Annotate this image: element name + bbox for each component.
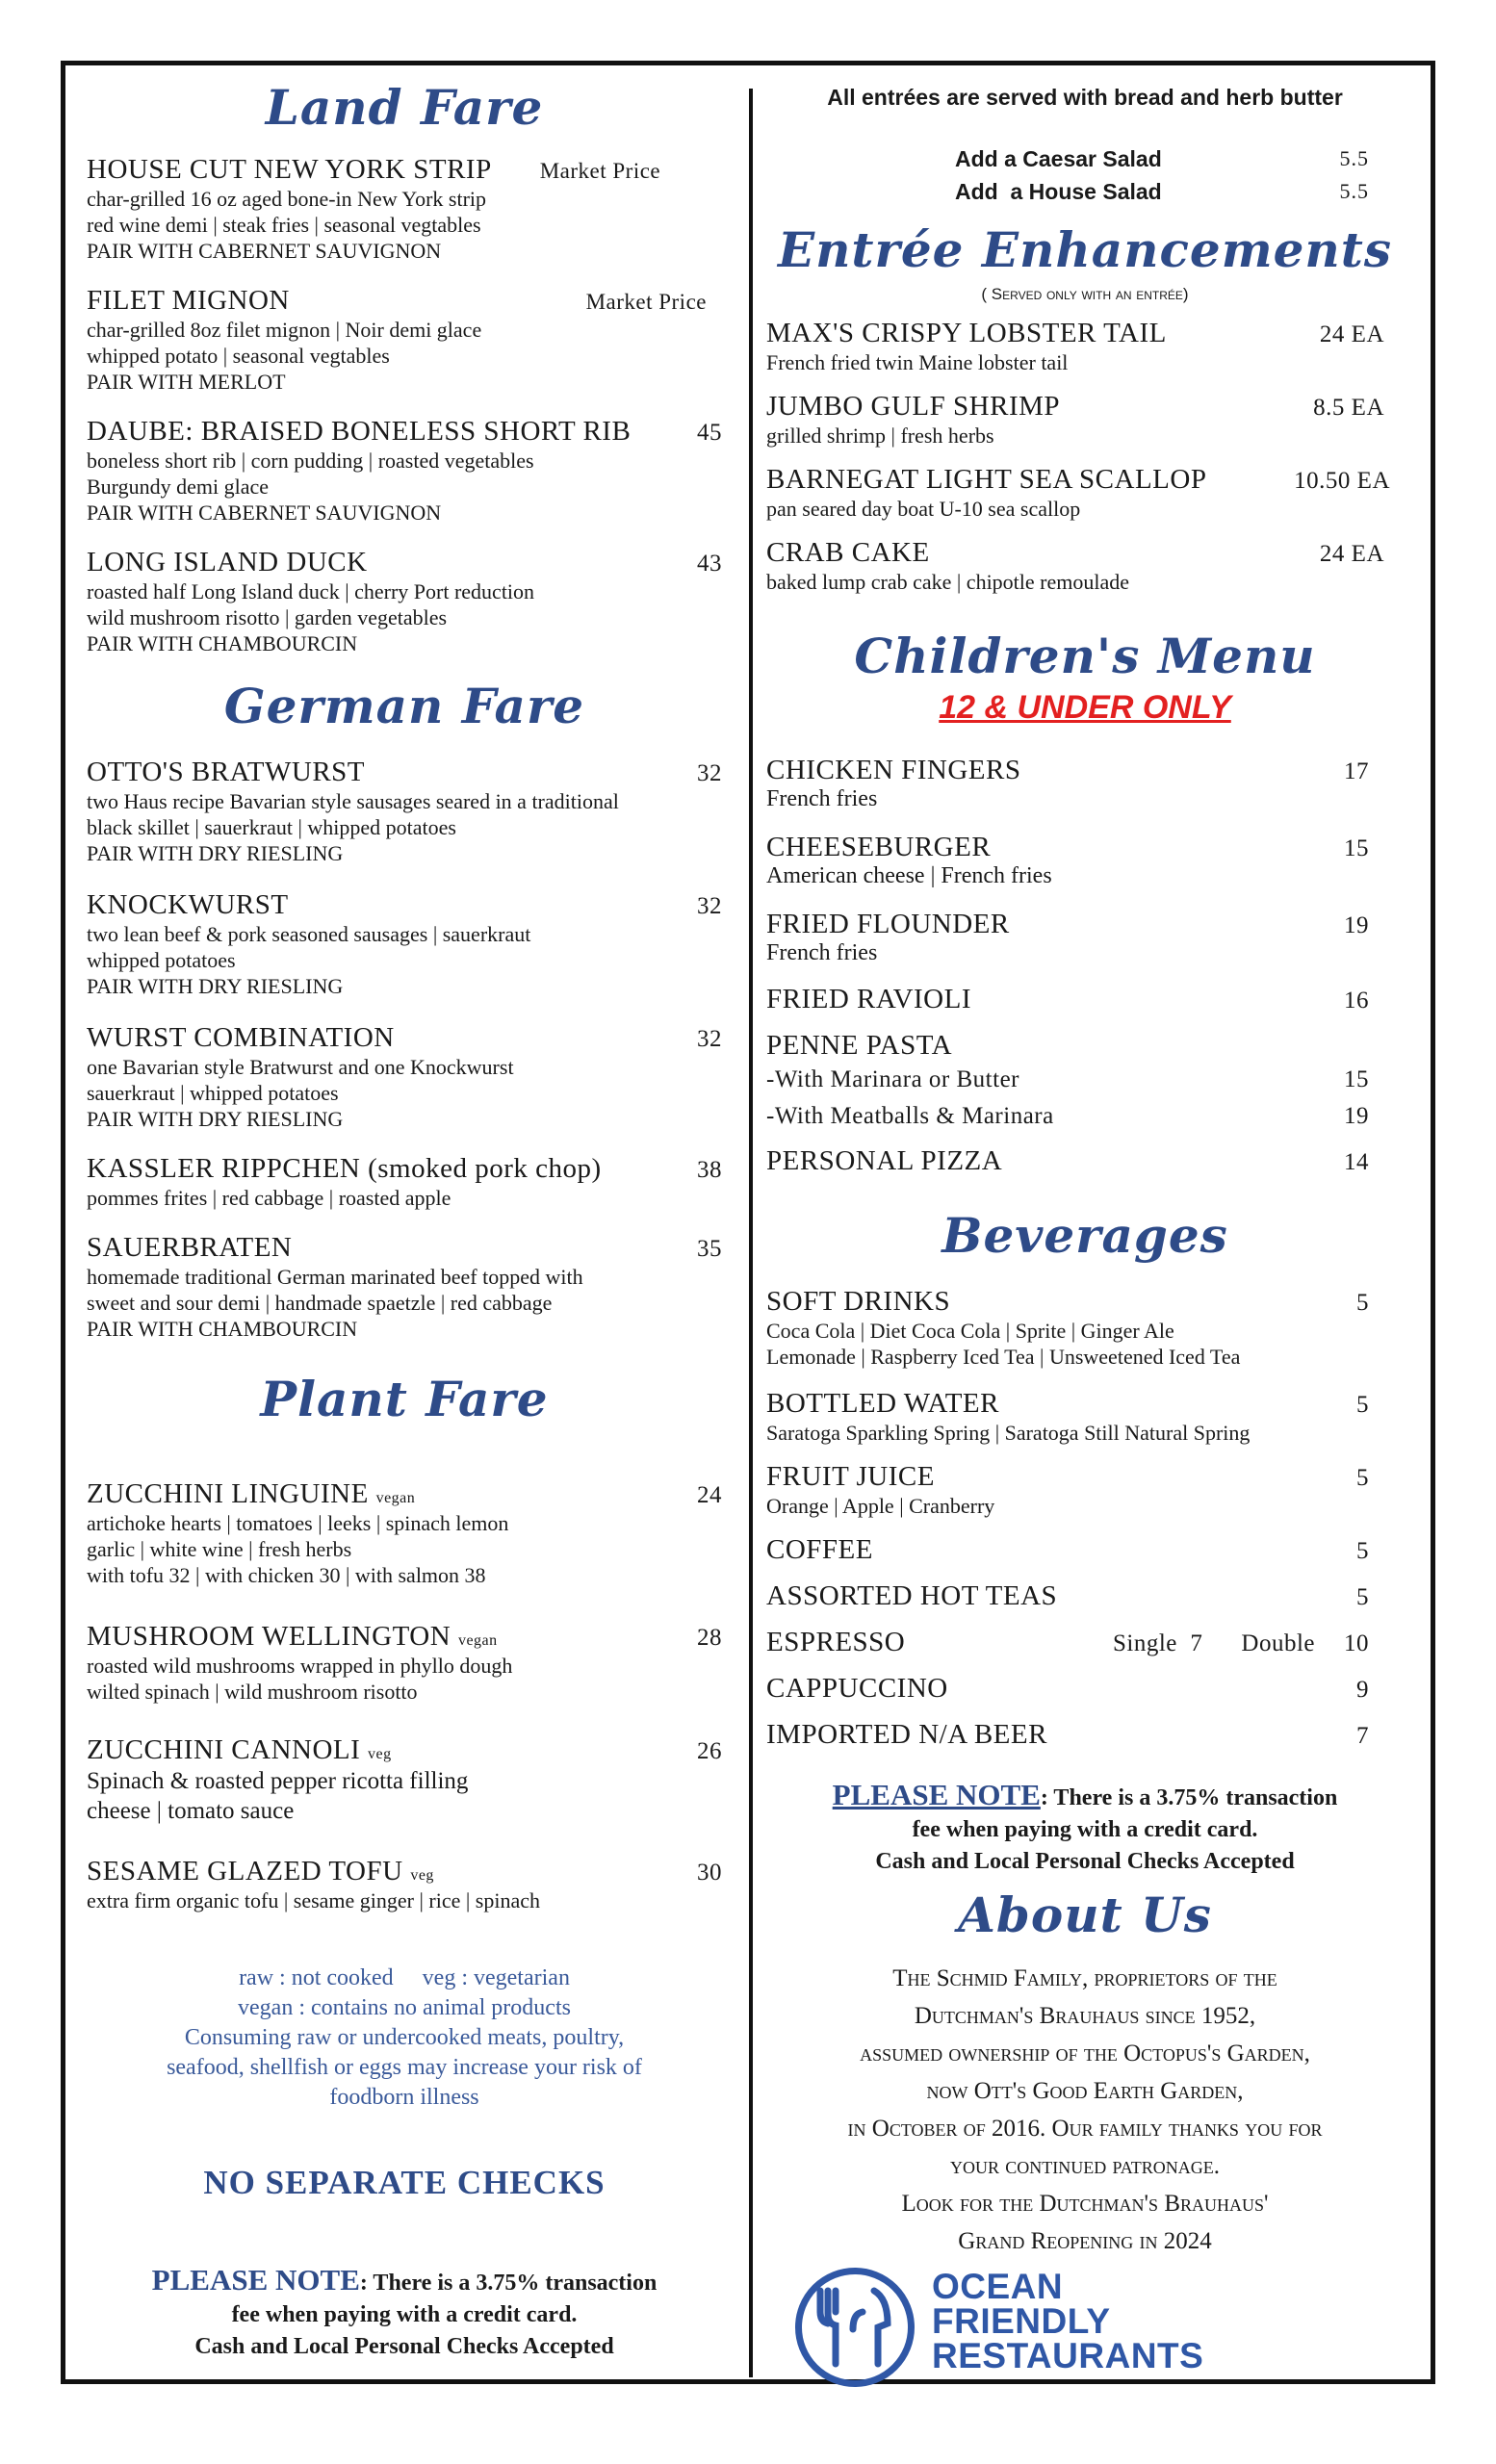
item-price: 26 [697,1738,722,1764]
menu-item [766,1627,1369,1658]
item-desc: two lean beef & pork seasoned sausages | sauerkraut [87,922,531,946]
item-desc: wilted spinach | wild mushroom risotto [87,1680,418,1704]
about-line: your continued patronage. [949,2153,1221,2179]
about-line: in October of 2016. Our family thanks you for [847,2116,1323,2142]
item-price: Market Price [539,159,661,183]
menu-item [766,1719,1369,1751]
item-desc: French fries [766,786,878,811]
item-desc: American cheese | French fries [766,863,1052,888]
item-desc: whipped potato | seasonal vegtables [87,344,390,368]
about-line: Look for the Dutchman's Brauhaus' [901,2191,1269,2217]
menu-item [87,1232,722,1342]
menu-item [766,1673,1369,1705]
item-price: 15 [1344,835,1369,861]
item-price: 24 EA [1319,321,1384,347]
item-price: 14 [1344,1149,1369,1175]
ocean-friendly-logo [795,2268,1404,2383]
item-name: CAPPUCCINO [766,1673,948,1704]
note-line: fee when paying with a credit card. [231,2302,578,2327]
item-price: 35 [697,1236,722,1262]
legend-line: seafood, shellfish or eggs may increase your risk of [167,2055,642,2080]
item-pairing: PAIR WITH CHAMBOURCIN [87,631,358,655]
item-desc: with tofu 32 | with chicken 30 | with salmon 38 [87,1563,486,1587]
item-name: PERSONAL PIZZA [766,1145,1003,1176]
item-name: FILET MIGNON [87,285,290,316]
menu-item [766,1580,1369,1612]
item-price: 43 [697,551,722,577]
item-price: Market Price [585,290,707,314]
item-pairing: PAIR WITH CHAMBOURCIN [87,1317,358,1341]
item-name: HOUSE CUT NEW YORK STRIP [87,154,492,185]
german-fare-heading: German Fare [223,678,585,734]
item-name: OTTO'S BRATWURST [87,757,366,787]
about-us-heading: About Us [958,1886,1212,1943]
item-pairing: PAIR WITH MERLOT [87,370,286,394]
item-name: JUMBO GULF SHRIMP [766,391,1061,422]
menu-item [766,1286,1369,1370]
menu-item [87,1478,722,1588]
item-desc: boneless short rib | corn pudding | roasted vegetables [87,449,534,473]
menu-item [766,984,1369,1015]
item-name: ZUCCHINI LINGUINE [87,1478,369,1509]
note-label: PLEASE NOTE [832,1778,1041,1811]
item-price: 30 [697,1860,722,1886]
about-line: assumed ownership of the Octopus's Garden, [860,2040,1310,2066]
item-pairing: PAIR WITH CABERNET SAUVIGNON [87,239,442,263]
item-price: 10.50 EA [1294,468,1390,494]
item-desc: baked lump crab cake | chipotle remoulade [766,570,1130,594]
legend-line: Consuming raw or undercooked meats, poultry, [184,2025,625,2050]
legend-line: raw : not cooked veg : vegetarian [239,1965,570,1990]
about-line: The Schmid Family, proprietors of the [892,1965,1277,1991]
item-desc: pan seared day boat U-10 sea scallop [766,497,1081,521]
item-name: FRIED RAVIOLI [766,984,971,1014]
payment-note [87,2264,722,2363]
item-name: FRUIT JUICE [766,1461,935,1492]
menu-item [87,154,722,264]
item-desc: Spinach & roasted pepper ricotta filling [87,1768,469,1794]
menu-item [87,416,722,526]
item-desc: char-grilled 16 oz aged bone-in New York strip [87,187,487,211]
item-desc: whipped potatoes [87,948,236,972]
plate-utensils-icon [814,2285,895,2370]
item-price-single: Single 7 [1112,1630,1203,1656]
item-desc: Coca Cola | Diet Coca Cola | Sprite | Ginger Ale [766,1319,1174,1343]
item-price-double-label: Double [1241,1630,1315,1656]
menu-item [766,1030,1369,1135]
land-fare-heading: Land Fare [265,79,544,136]
note-text: : There is a 3.75% transaction [359,2271,658,2296]
item-price: 7 [1356,1723,1369,1749]
diet-legend [87,1964,722,2113]
item-price: 32 [697,893,722,919]
payment-note [766,1779,1404,1878]
item-desc: cheese | tomato sauce [87,1798,295,1824]
note-label: PLEASE NOTE [151,2263,360,2297]
item-price: 15 [1344,1066,1369,1092]
item-name: DAUBE: BRAISED BONELESS SHORT RIB [87,416,632,447]
diet-tag: vegan [375,1490,416,1506]
menu-item [87,1022,722,1132]
add-on-price: 5.5 [1339,146,1369,170]
menu-item [87,757,722,866]
item-desc: roasted wild mushrooms wrapped in phyllo dough [87,1654,513,1678]
item-desc: one Bavarian style Bratwurst and one Knockwurst [87,1055,514,1079]
item-name: BARNEGAT LIGHT SEA SCALLOP [766,464,1207,495]
menu-item [766,909,1369,966]
item-desc: black skillet | sauerkraut | whipped potatoes [87,815,456,839]
item-name: SAUERBRATEN [87,1232,293,1263]
note-line: Cash and Local Personal Checks Accepted [194,2334,614,2359]
item-desc: roasted half Long Island duck | cherry Port reduction [87,579,535,603]
menu-item [766,537,1384,595]
menu-item [766,1461,1369,1519]
item-price: 24 [697,1482,722,1508]
logo-line: RESTAURANTS [932,2336,1204,2375]
item-desc: Orange | Apple | Cranberry [766,1494,995,1518]
option-name: -With Marinara or Butter [766,1066,1019,1092]
add-on-name: Add a House Salad [955,179,1162,204]
item-desc: Lemonade | Raspberry Iced Tea | Unsweetened Iced Tea [766,1345,1241,1369]
menu-item [766,318,1384,375]
menu-item [766,1145,1369,1177]
item-name: BOTTLED WATER [766,1388,999,1419]
diet-tag: veg [368,1746,392,1762]
menu-item [766,464,1390,522]
age-restriction: 12 & UNDER ONLY [939,689,1231,726]
menu-item [87,1621,722,1705]
item-price: 32 [697,1026,722,1052]
item-desc: Saratoga Sparkling Spring | Saratoga Still Natural Spring [766,1421,1251,1445]
item-desc: grilled shrimp | fresh herbs [766,424,994,448]
item-name: MAX'S CRISPY LOBSTER TAIL [766,318,1167,348]
diet-tag: vegan [457,1632,498,1649]
item-name: FRIED FLOUNDER [766,909,1010,939]
item-name: SESAME GLAZED TOFU [87,1856,403,1886]
item-price: 17 [1344,758,1369,784]
item-name: ZUCCHINI CANNOLI [87,1734,361,1765]
menu-item [766,755,1369,812]
item-name: KASSLER RIPPCHEN (smoked pork chop) [87,1153,602,1184]
menu-item [766,391,1384,449]
item-price: 8.5 EA [1313,395,1384,421]
item-name: COFFEE [766,1534,873,1565]
no-separate-checks: NO SEPARATE CHECKS [203,2164,606,2201]
item-desc: artichoke hearts | tomatoes | leeks | spinach lemon [87,1511,509,1535]
item-desc: homemade traditional German marinated beef topped with [87,1265,583,1289]
item-price: 24 EA [1319,541,1384,567]
item-desc: garlic | white wine | fresh herbs [87,1537,352,1561]
item-price: 19 [1344,912,1369,938]
childrens-menu-heading: Children's Menu [854,628,1316,684]
item-desc: two Haus recipe Bavarian style sausages seared in a traditional [87,789,619,813]
item-name: CHEESEBURGER [766,832,992,862]
about-line: Grand Reopening in 2024 [958,2228,1212,2254]
item-desc: French fries [766,940,878,965]
item-name: WURST COMBINATION [87,1022,395,1053]
item-pairing: PAIR WITH DRY RIESLING [87,1107,344,1131]
item-name: KNOCKWURST [87,889,289,920]
menu-item [87,1153,722,1211]
item-name: PENNE PASTA [766,1030,953,1061]
item-name: ESPRESSO [766,1627,906,1657]
diet-tag: veg [410,1867,434,1884]
about-line: Dutchman's Brauhaus since 1952, [914,2003,1256,2029]
item-price: 9 [1356,1677,1369,1703]
item-desc: char-grilled 8oz filet mignon | Noir demi glace [87,318,482,342]
item-price: 38 [697,1157,722,1183]
item-name: CRAB CAKE [766,537,930,568]
add-on-name: Add a Caesar Salad [955,146,1162,171]
note-line: fee when paying with a credit card. [912,1817,1258,1842]
item-desc: wild mushroom risotto | garden vegetables [87,605,448,629]
item-name: SOFT DRINKS [766,1286,951,1317]
item-price-double: 10 [1344,1630,1369,1656]
item-name: CHICKEN FINGERS [766,755,1021,785]
menu-item [87,1856,722,1913]
legend-line: vegan : contains no animal products [238,1995,571,2020]
item-pairing: PAIR WITH CABERNET SAUVIGNON [87,500,442,525]
item-name: IMPORTED N/A BEER [766,1719,1047,1750]
served-with-note: All entrées are served with bread and herb butter [827,85,1343,110]
legend-line: foodborn illness [329,2085,479,2110]
menu-item [87,285,722,395]
item-price: 32 [697,760,722,786]
item-price: 5 [1356,1538,1369,1564]
about-line: now Ott's Good Earth Garden, [926,2078,1244,2104]
plant-fare-heading: Plant Fare [260,1371,549,1427]
salad-add-on [955,142,1369,208]
item-price: 45 [697,420,722,446]
item-desc: sweet and sour demi | handmade spaetzle | red cabbage [87,1291,553,1315]
logo-wordmark [932,2267,1204,2375]
item-desc: sauerkraut | whipped potatoes [87,1081,339,1105]
item-pairing: PAIR WITH DRY RIESLING [87,841,344,865]
beverages-heading: Beverages [941,1207,1228,1264]
item-desc: Burgundy demi glace [87,475,269,499]
logo-line: OCEAN [932,2267,1064,2306]
item-price: 5 [1356,1584,1369,1610]
note-text: : There is a 3.75% transaction [1040,1785,1338,1810]
item-price: 5 [1356,1290,1369,1316]
item-desc: red wine demi | steak fries | seasonal vegtables [87,213,481,237]
item-name: ASSORTED HOT TEAS [766,1580,1058,1611]
menu-item [87,547,722,656]
menu-item [766,1388,1369,1446]
menu-item [87,889,722,999]
add-on-price: 5.5 [1339,179,1369,203]
item-price: 5 [1356,1465,1369,1491]
menu-item [87,1734,722,1826]
enhancements-heading: Entrée Enhancements [777,221,1393,278]
about-us-text [766,1960,1404,2260]
item-desc: pommes frites | red cabbage | roasted apple [87,1186,451,1210]
logo-line: FRIENDLY [932,2301,1111,2341]
enhancements-subtitle: ( Served only with an entrée) [981,285,1189,303]
item-price: 5 [1356,1392,1369,1418]
option-name: -With Meatballs & Marinara [766,1103,1054,1129]
item-pairing: PAIR WITH DRY RIESLING [87,974,344,998]
item-desc: French fried twin Maine lobster tail [766,350,1069,374]
menu-item [766,1534,1369,1566]
item-name: MUSHROOM WELLINGTON [87,1621,451,1652]
item-price: 16 [1344,988,1369,1014]
item-price: 19 [1344,1103,1369,1129]
item-price: 28 [697,1625,722,1651]
item-desc: extra firm organic tofu | sesame ginger | rice | spinach [87,1888,540,1912]
note-line: Cash and Local Personal Checks Accepted [875,1849,1295,1874]
menu-item [766,832,1369,889]
column-divider [749,89,753,2377]
item-name: LONG ISLAND DUCK [87,547,368,578]
